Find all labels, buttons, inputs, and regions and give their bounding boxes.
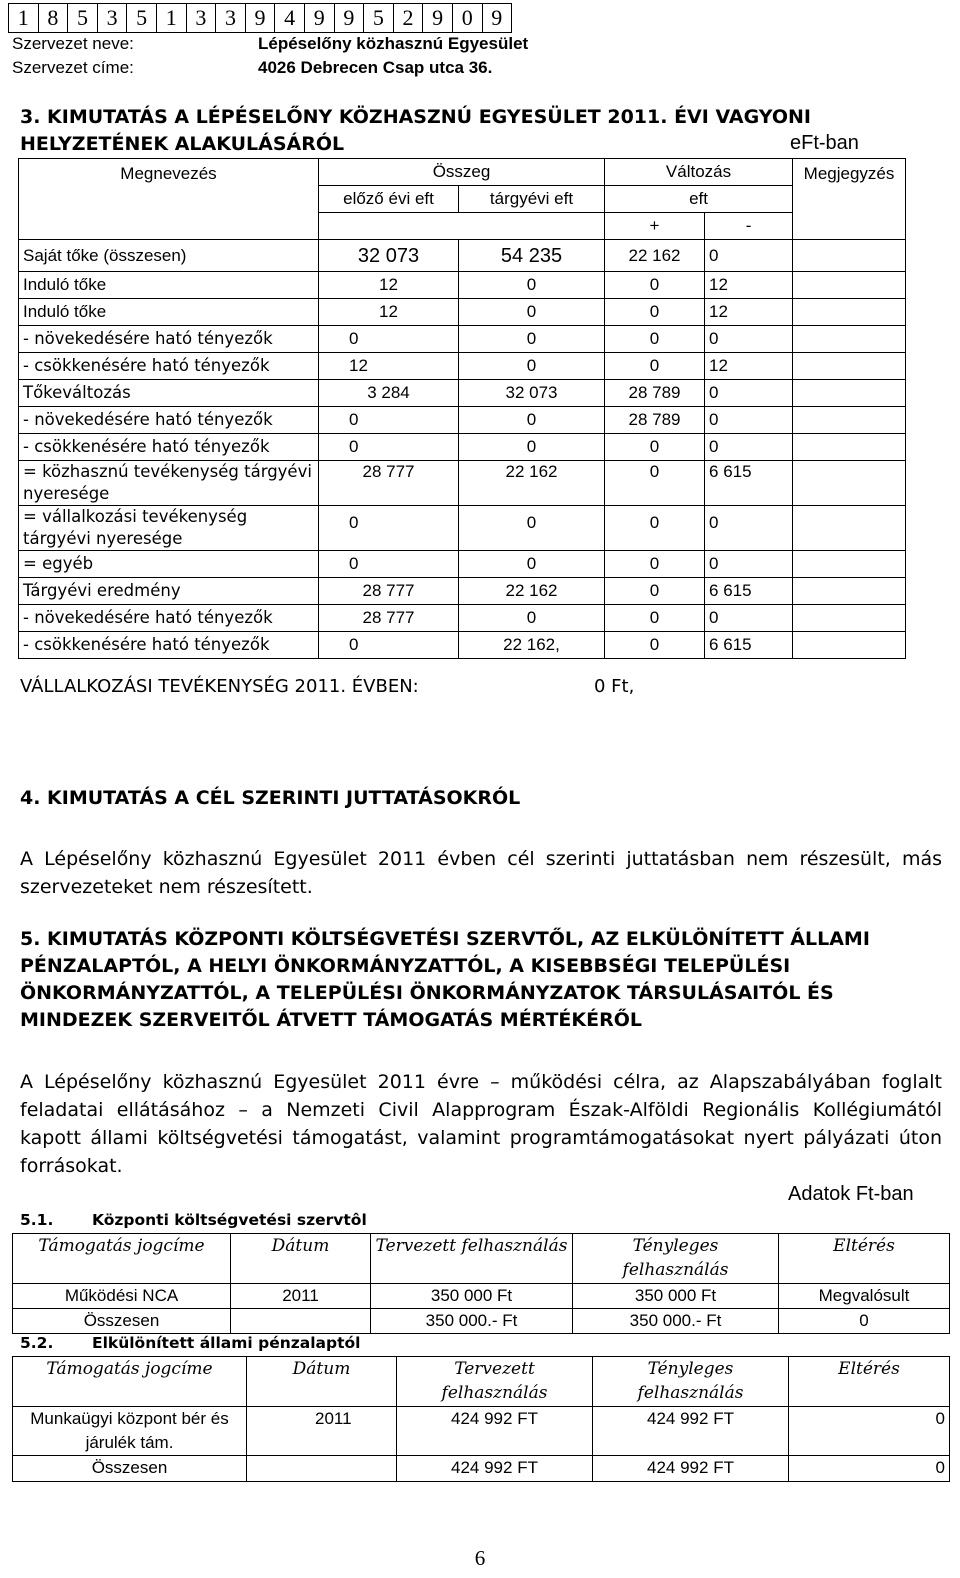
col-header-actual: Tényleges felhasználás	[573, 1234, 779, 1284]
cell-plus: 0	[605, 326, 705, 353]
separate-fund-table	[12, 1356, 950, 1482]
section5-title-line: MINDEZEK SZERVEITŐL ÁTVETT TÁMOGATÁS MÉRTÉKÉRŐL	[20, 1009, 642, 1031]
table-row	[13, 1309, 950, 1334]
cell-curr: 0	[459, 299, 605, 326]
row-label: Saját tőke (összesen)	[19, 240, 319, 272]
table-row	[19, 299, 906, 326]
row-label: - növekedésére ható tényezők	[19, 407, 319, 434]
tax-digit: 9	[483, 3, 513, 33]
cell-prev: 0	[319, 434, 459, 461]
central-budget-table	[12, 1233, 950, 1334]
cell-plus: 0	[605, 434, 705, 461]
cell-prev: 3 284	[319, 380, 459, 407]
col-header-amount: Összeg	[319, 159, 605, 186]
subsection-title: Elkülönített állami pénzalaptól	[92, 1334, 361, 1352]
section4-paragraph: A Lépéselőny közhasznú Egyesület 2011 évben cél szerinti juttatásban nem részesült, más szervezeteket nem részesített.	[20, 848, 942, 898]
section5-unit: Adatok Ft-ban	[788, 1183, 914, 1205]
cell-planned: 424 992 FT	[397, 1456, 593, 1482]
table-row	[13, 1407, 950, 1456]
cell-curr: 0	[459, 353, 605, 380]
cell-difference: 0	[779, 1309, 950, 1334]
col-header-planned: Tervezett felhasználás	[397, 1357, 593, 1407]
tax-digit: 3	[216, 3, 246, 33]
table-header-row	[13, 1234, 950, 1284]
cell-curr: 0	[459, 272, 605, 299]
row-label: - növekedésére ható tényezők	[19, 326, 319, 353]
cell-plus: 0	[605, 578, 705, 605]
section5-title-line: 5. KIMUTATÁS KÖZPONTI KÖLTSÉGVETÉSI SZERVTŐL, AZ ELKÜLÖNÍTETT ÁLLAMI	[20, 928, 870, 950]
row-label: - csökkenésére ható tényezők	[19, 632, 319, 659]
asset-table	[18, 158, 906, 659]
col-header-entitlement: Támogatás jogcíme	[13, 1357, 247, 1407]
cell-planned: 424 992 FT	[397, 1407, 593, 1456]
cell-plus: 0	[605, 506, 705, 551]
tax-digit: 9	[423, 3, 453, 33]
section5-title	[20, 926, 870, 1034]
table-row	[19, 551, 906, 578]
cell-curr: 22 162	[459, 461, 605, 506]
col-header-minus: -	[705, 213, 793, 240]
section4-text	[20, 845, 942, 901]
col-header-difference: Eltérés	[779, 1234, 950, 1284]
cell-plus: 0	[605, 299, 705, 326]
org-name-label: Szervezet neve:	[12, 34, 134, 53]
cell-prev: 28 777	[319, 605, 459, 632]
cell-prev: 12	[319, 353, 459, 380]
tax-digit: 5	[68, 3, 98, 33]
cell-minus: 0	[705, 407, 793, 434]
cell-curr: 0	[459, 551, 605, 578]
cell-prev: 12	[319, 272, 459, 299]
cell-plus: 0	[605, 605, 705, 632]
subsection-title: Központi költségvetési szervtôl	[92, 1211, 367, 1229]
table-row	[19, 380, 906, 407]
col-header-eft: eft	[605, 186, 793, 213]
table-row	[19, 632, 906, 659]
table-row	[19, 326, 906, 353]
row-label: - csökkenésére ható tényezők	[19, 353, 319, 380]
tax-digit: 4	[275, 3, 305, 33]
cell-entitlement: Összesen	[13, 1309, 231, 1334]
cell-curr: 0	[459, 326, 605, 353]
row-label: = egyéb	[19, 551, 319, 578]
col-header-name: Megnevezés	[19, 159, 319, 240]
cell-note	[793, 605, 906, 632]
col-header-entitlement: Támogatás jogcíme	[13, 1234, 231, 1284]
col-header-difference: Eltérés	[789, 1357, 950, 1407]
table-row	[19, 434, 906, 461]
tax-digit: 5	[364, 3, 394, 33]
cell-prev: 32 073	[319, 240, 459, 272]
cell-date: 2011	[247, 1407, 397, 1456]
cell-date: 2011	[231, 1284, 371, 1309]
table-header-row	[19, 159, 906, 186]
row-label: Induló tőke	[19, 299, 319, 326]
col-header-curr: tárgyévi eft	[459, 186, 605, 213]
row-label: - növekedésére ható tényezők	[19, 605, 319, 632]
tax-digit: 1	[9, 3, 39, 33]
section5-paragraph: A Lépéselőny közhasznú Egyesület 2011 évre – működési célra, az Alapszabályában foglalt feladatai ellátásához – a Nemzeti Civil Alapprogram Észak-Alföldi Regionális Kollégiumától kapott állami költségvetési támogatást, valamint programtámogatásokat nyert pályázati úton forrásokat.	[20, 1071, 942, 1177]
row-label: = vállalkozási tevékenység tárgyévi nyeresége	[19, 506, 319, 551]
col-header-plus: +	[605, 213, 705, 240]
section5-title-line: PÉNZALAPTÓL, A HELYI ÖNKORMÁNYZATTÓL, A KISEBBSÉGI TELEPÜLÉSI	[20, 955, 791, 977]
cell-note	[793, 326, 906, 353]
cell-difference: Megvalósult	[779, 1284, 950, 1309]
section3-unit: eFt-ban	[790, 132, 859, 154]
col-header-prev: előző évi eft	[319, 186, 459, 213]
col-header-planned: Tervezett felhasználás	[371, 1234, 573, 1284]
cell-note	[793, 461, 906, 506]
cell-prev: 28 777	[319, 461, 459, 506]
cell-minus: 6 615	[705, 578, 793, 605]
tax-digit: 2	[394, 3, 424, 33]
cell-minus: 0	[705, 605, 793, 632]
cell-curr: 0	[459, 407, 605, 434]
tax-digit: 9	[305, 3, 335, 33]
cell-prev: 12	[319, 299, 459, 326]
cell-minus: 6 615	[705, 461, 793, 506]
business-activity-value: 0 Ft,	[594, 676, 635, 697]
cell-minus: 0	[705, 434, 793, 461]
cell-minus: 12	[705, 353, 793, 380]
table-header-row	[13, 1357, 950, 1407]
row-label: = közhasznú tevékenység tárgyévi nyeresége	[19, 461, 319, 506]
col-header-note: Megjegyzés	[793, 159, 906, 240]
cell-actual: 424 992 FT	[593, 1456, 789, 1482]
tax-digit: 1	[157, 3, 187, 33]
tax-digit: 5	[127, 3, 157, 33]
cell-curr: 54 235	[459, 240, 605, 272]
row-label: Induló tőke	[19, 272, 319, 299]
cell-curr: 0	[459, 506, 605, 551]
cell-date	[231, 1309, 371, 1334]
cell-curr: 32 073	[459, 380, 605, 407]
org-address-value: 4026 Debrecen Csap utca 36.	[258, 58, 493, 77]
tax-digit: 8	[39, 3, 69, 33]
row-label: Tárgyévi eredmény	[19, 578, 319, 605]
cell-prev: 0	[319, 632, 459, 659]
cell-note	[793, 353, 906, 380]
cell-entitlement: Munkaügyi központ bér és járulék tám.	[13, 1407, 247, 1456]
cell-minus: 0	[705, 326, 793, 353]
col-header-date: Dátum	[247, 1357, 397, 1407]
table-row	[19, 506, 906, 551]
cell-prev: 0	[319, 551, 459, 578]
subsection-5-1-heading	[20, 1211, 367, 1229]
cell-actual: 424 992 FT	[593, 1407, 789, 1456]
col-header-date: Dátum	[231, 1234, 371, 1284]
table-row	[19, 272, 906, 299]
org-name-value: Lépéselőny közhasznú Egyesület	[258, 34, 529, 53]
tax-digit: 3	[187, 3, 217, 33]
table-row	[19, 407, 906, 434]
tax-number-boxes	[8, 3, 512, 33]
cell-actual: 350 000.- Ft	[573, 1309, 779, 1334]
cell-note	[793, 434, 906, 461]
cell-plus: 0	[605, 353, 705, 380]
cell-minus: 12	[705, 299, 793, 326]
cell-entitlement: Összesen	[13, 1456, 247, 1482]
cell-note	[793, 506, 906, 551]
tax-digit: 0	[453, 3, 483, 33]
section3-title	[20, 104, 920, 158]
cell-note	[793, 632, 906, 659]
cell-prev: 28 777	[319, 578, 459, 605]
cell-note	[793, 578, 906, 605]
table-row	[13, 1456, 950, 1482]
table-row	[19, 240, 906, 272]
cell-minus: 0	[705, 551, 793, 578]
col-header-actual: Tényleges felhasználás	[593, 1357, 789, 1407]
row-label: - csökkenésére ható tényezők	[19, 434, 319, 461]
col-header-change: Változás	[605, 159, 793, 186]
subsection-number: 5.2.	[20, 1334, 54, 1352]
tax-digit: 3	[98, 3, 128, 33]
tax-digit: 9	[335, 3, 365, 33]
cell-difference: 0	[789, 1407, 950, 1456]
cell-plus: 28 789	[605, 380, 705, 407]
cell-date	[247, 1456, 397, 1482]
cell-note	[793, 407, 906, 434]
cell-minus: 0	[705, 380, 793, 407]
section4-title: 4. KIMUTATÁS A CÉL SZERINTI JUTTATÁSOKRÓL	[20, 787, 521, 809]
cell-curr: 22 162,	[459, 632, 605, 659]
cell-plus: 28 789	[605, 407, 705, 434]
cell-curr: 22 162	[459, 578, 605, 605]
cell-note	[793, 380, 906, 407]
cell-minus: 0	[705, 506, 793, 551]
subsection-5-2-heading	[20, 1334, 360, 1352]
subsection-number: 5.1.	[20, 1211, 54, 1229]
cell-planned: 350 000 Ft	[371, 1284, 573, 1309]
table-row	[19, 353, 906, 380]
cell-difference: 0	[789, 1456, 950, 1482]
page-number: 6	[474, 1546, 486, 1570]
cell-actual: 350 000 Ft	[573, 1284, 779, 1309]
cell-curr: 0	[459, 434, 605, 461]
cell-curr: 0	[459, 605, 605, 632]
cell-prev: 0	[319, 326, 459, 353]
cell-plus: 0	[605, 551, 705, 578]
cell-prev: 0	[319, 506, 459, 551]
table-row	[19, 461, 906, 506]
cell-minus: 6 615	[705, 632, 793, 659]
row-label: Tőkeváltozás	[19, 380, 319, 407]
cell-plus: 22 162	[605, 240, 705, 272]
business-activity-label: VÁLLALKOZÁSI TEVÉKENYSÉG 2011. ÉVBEN:	[20, 676, 419, 697]
table-row	[19, 578, 906, 605]
cell-plus: 0	[605, 272, 705, 299]
cell-planned: 350 000.- Ft	[371, 1309, 573, 1334]
tax-digit: 9	[246, 3, 276, 33]
cell-note	[793, 299, 906, 326]
table-row	[19, 605, 906, 632]
section5-title-line: ÖNKORMÁNYZATTÓL, A TELEPÜLÉSI ÖNKORMÁNYZATOK TÁRSULÁSAITÓL ÉS	[20, 982, 834, 1004]
cell-plus: 0	[605, 461, 705, 506]
cell-plus: 0	[605, 632, 705, 659]
cell-entitlement: Működési NCA	[13, 1284, 231, 1309]
cell-minus: 0	[705, 240, 793, 272]
cell-note	[793, 551, 906, 578]
cell-note	[793, 272, 906, 299]
cell-prev: 0	[319, 407, 459, 434]
org-address-label: Szervezet címe:	[12, 58, 134, 77]
section5-text	[20, 1068, 942, 1180]
section3-title-line2: HELYZETÉNEK ALAKULÁSÁRÓL	[20, 133, 345, 155]
cell-minus: 12	[705, 272, 793, 299]
table-row	[13, 1284, 950, 1309]
cell-note	[793, 240, 906, 272]
section3-title-line1: 3. KIMUTATÁS A LÉPÉSELŐNY KÖZHASZNÚ EGYESÜLET 2011. ÉVI VAGYONI	[20, 106, 811, 128]
